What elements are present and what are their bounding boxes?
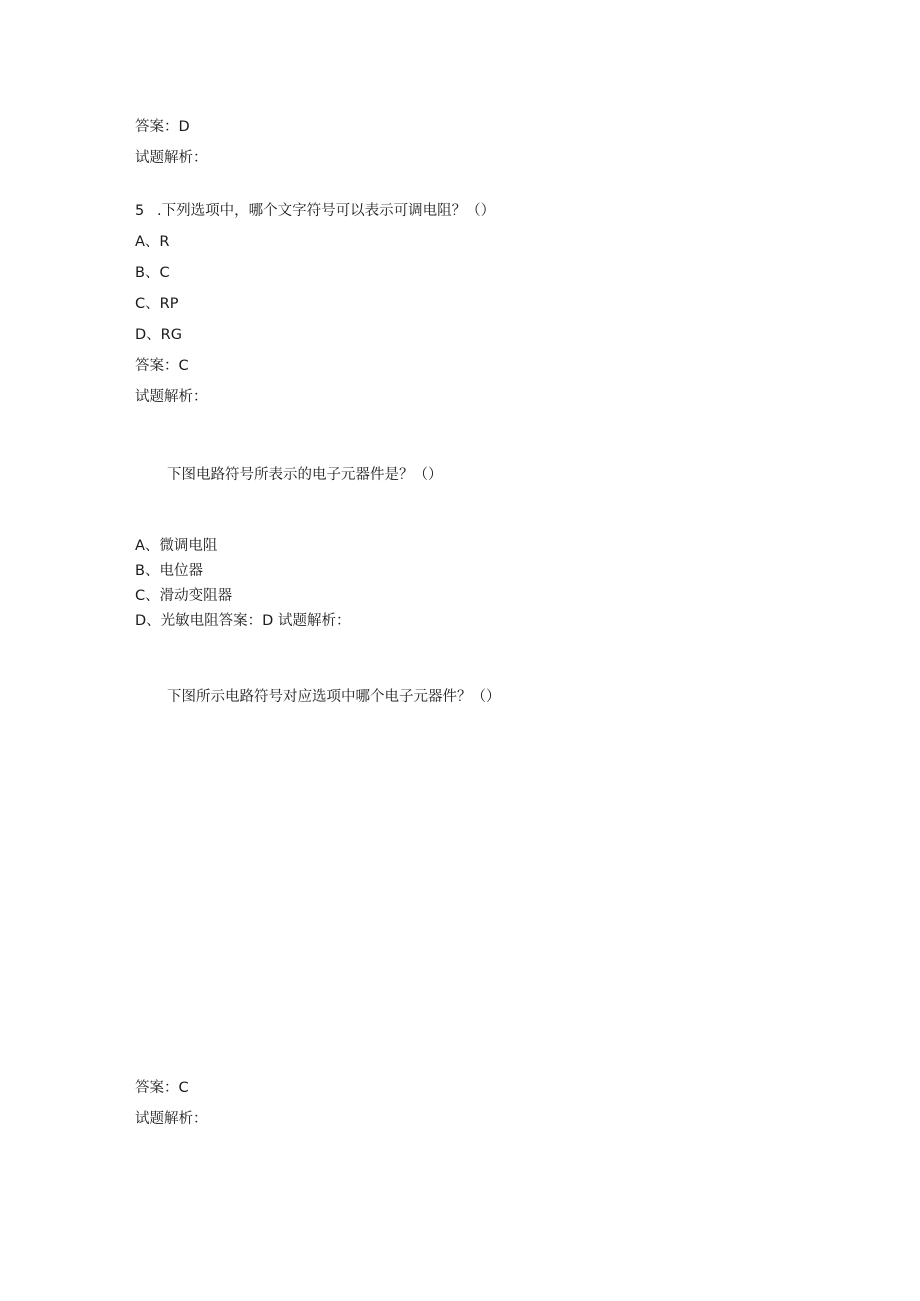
answer-text: 答案：C	[135, 358, 189, 374]
option-c: C、RP	[135, 296, 179, 312]
option-d-with-answer: D、光敏电阻答案：D 试题解析：	[135, 613, 351, 629]
option-b: B、电位器	[135, 563, 203, 579]
option-a: A、微调电阻	[135, 538, 218, 554]
option-c: C、滑动变阻器	[135, 588, 233, 604]
option-d: D、RG	[135, 327, 182, 343]
analysis-label: 试题解析：	[135, 389, 208, 405]
question-text: .下列选项中，哪个文字符号可以表示可调电阻？（）	[157, 203, 496, 219]
analysis-label: 试题解析：	[135, 150, 208, 166]
question-number: 5	[135, 203, 145, 219]
question-6-text: 下图电路符号所表示的电子元器件是？（）	[167, 467, 443, 483]
option-b: B、C	[135, 265, 170, 281]
option-a: A、R	[135, 234, 170, 250]
question-5	[135, 201, 495, 221]
answer-text: 答案：D	[135, 119, 190, 135]
analysis-label: 试题解析：	[135, 1111, 208, 1127]
question-7-text: 下图所示电路符号对应选项中哪个电子元器件？（）	[167, 689, 501, 705]
answer-text: 答案：C	[135, 1080, 189, 1096]
